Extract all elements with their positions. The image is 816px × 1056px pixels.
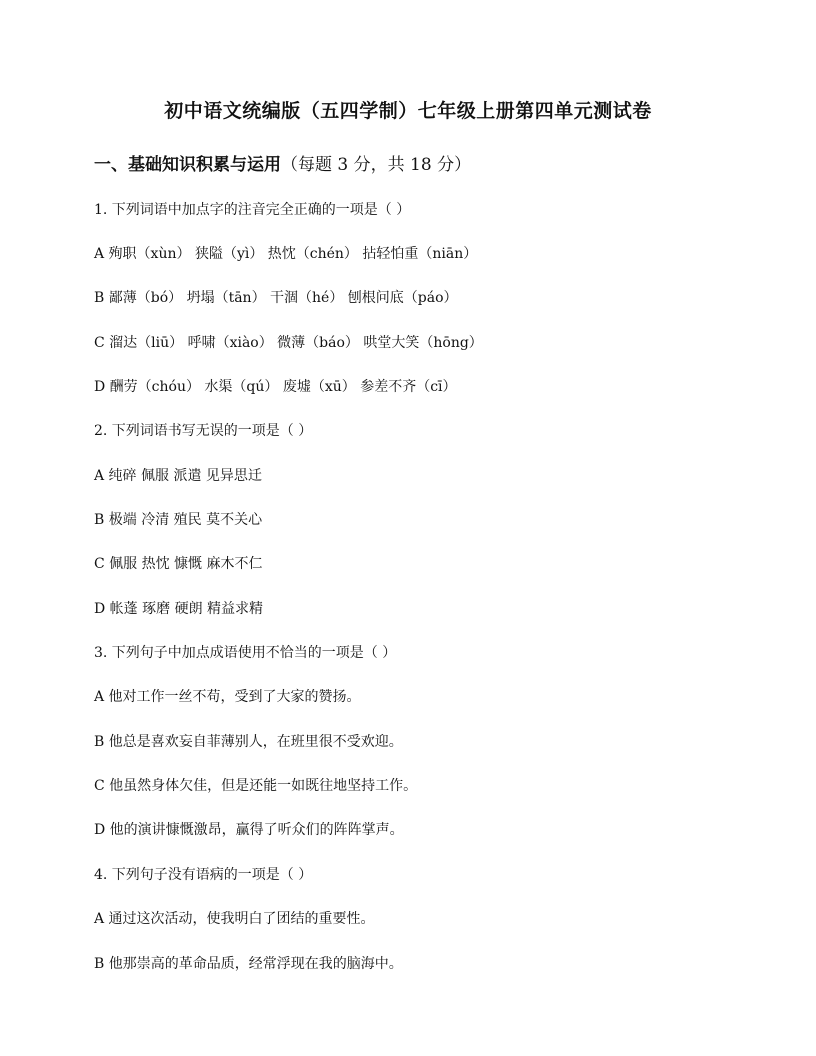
question-4-option-a: A 通过这次活动，使我明白了团结的重要性。 [94, 911, 375, 927]
question-2-option-b: B 极端 冷清 殖民 莫不关心 [94, 512, 263, 528]
question-2-option-d: D 帐蓬 琢磨 硬朗 精益求精 [94, 601, 264, 617]
question-3-option-c: C 他虽然身体欠佳，但是还能一如既往地坚持工作。 [94, 778, 418, 794]
question-3-stem: 3. 下列句子中加点成语使用不恰当的一项是（ ） [94, 645, 397, 661]
question-2-option-a: A 纯碎 佩服 派遣 见异思迁 [94, 468, 262, 484]
question-4-stem: 4. 下列句子没有语病的一项是（ ） [94, 867, 313, 883]
question-4-option-b: B 他那崇高的革命品质，经常浮现在我的脑海中。 [94, 956, 403, 972]
question-3-option-a: A 他对工作一丝不苟，受到了大家的赞扬。 [94, 689, 361, 705]
question-1-option-a: A 殉职（xùn） 狭隘（yì） 热忱（chén） 拈轻怕重（niān） [94, 246, 478, 262]
question-3-option-d: D 他的演讲慷慨激昂，赢得了听众们的阵阵掌声。 [94, 822, 404, 838]
question-2-stem: 2. 下列词语书写无误的一项是（ ） [94, 423, 313, 439]
question-1-option-c: C 溜达（liū） 呼啸（xiào） 微薄（báo） 哄堂大笑（hōng） [94, 335, 483, 351]
section-heading-note: （每题 3 分，共 18 分） [281, 155, 472, 175]
question-2-option-c: C 佩服 热忱 慷慨 麻木不仁 [94, 556, 263, 572]
section-heading-title: 一、基础知识积累与运用 [94, 155, 281, 175]
section-heading [94, 150, 471, 175]
document-title: 初中语文统编版（五四学制）七年级上册第四单元测试卷 [164, 100, 652, 122]
question-1-option-d: D 酬劳（chóu） 水渠（qú） 废墟（xū） 参差不齐（cī） [94, 379, 457, 395]
question-1-option-b: B 鄙薄（bó） 坍塌（tān） 干涸（hé） 刨根问底（páo） [94, 290, 458, 306]
question-3-option-b: B 他总是喜欢妄自菲薄别人，在班里很不受欢迎。 [94, 734, 403, 750]
question-1-stem: 1. 下列词语中加点字的注音完全正确的一项是（ ） [94, 202, 411, 218]
